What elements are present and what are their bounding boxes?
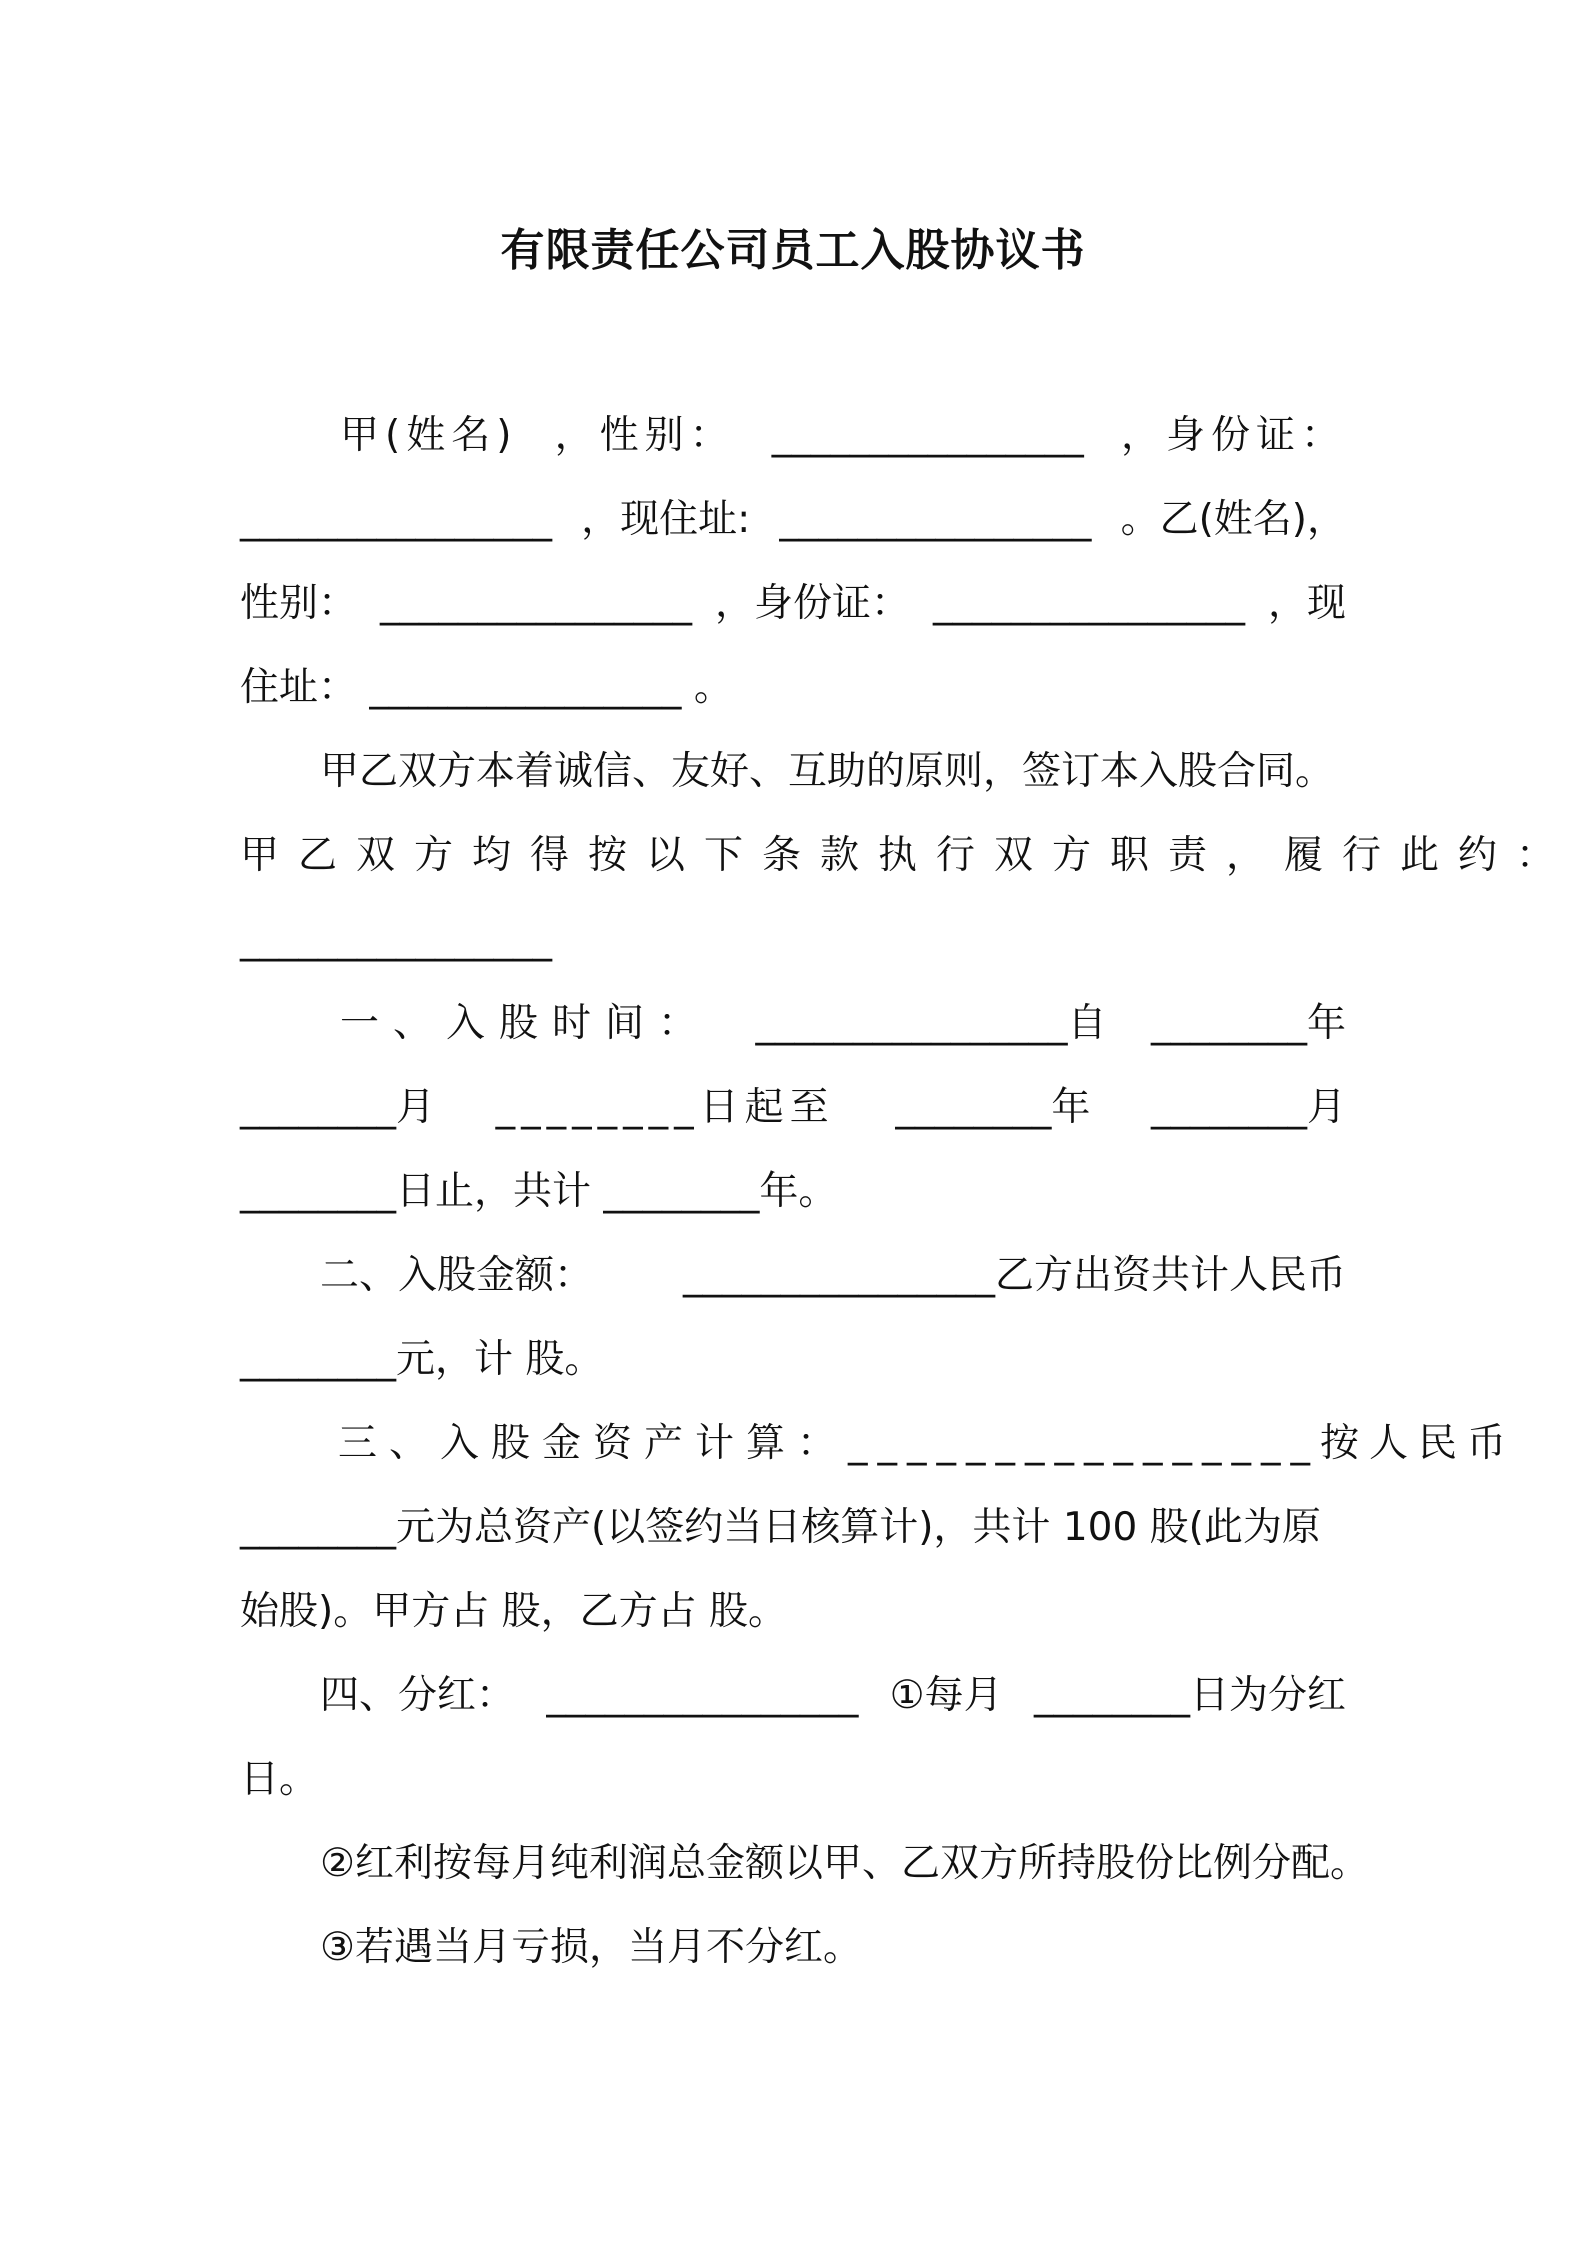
clause-4-line <box>240 1668 1346 1724</box>
clause-3-ratio-text: 始股)。甲方占 股，乙方占 股。 <box>240 1589 788 1634</box>
clause-2-shares-line <box>240 1332 1346 1388</box>
clause-1-year-blank: ________年 <box>1150 1001 1346 1046</box>
clause-2-line <box>240 1248 1346 1304</box>
dividend-rule-2-line <box>240 1836 1426 1892</box>
obligation-blank-line <box>240 912 1346 968</box>
dividend-rule-3-text: ③若遇当月亏损，当月不分红。 <box>320 1925 862 1970</box>
clause-1-duration-line <box>240 1164 1346 1220</box>
obligation-line <box>240 828 1575 884</box>
party-b-id-blank: ________________ <box>932 581 1245 626</box>
clause-1-dates-line <box>240 1080 1346 1136</box>
party-b-address-label-start: ，现 <box>1267 581 1346 626</box>
party-a-id-blank: ________________ <box>240 497 552 542</box>
clause-4-heading: 四、分红： <box>320 1673 516 1718</box>
clause-3-assets-text: ________元为总资产(以签约当日核算计)，共计 100 股(此为原 <box>240 1505 1321 1550</box>
principle-text: 甲乙双方本着诚信、友好、互助的原则，签订本入股合同。 <box>320 749 1335 794</box>
party-b-gender-label: 性别： <box>240 581 358 626</box>
clause-1-line <box>240 996 1346 1052</box>
clause-3-line <box>240 1416 1517 1472</box>
document-title: 有限责任公司员工入股协议书 <box>500 225 1086 276</box>
clause-4-monthly-label: ①每月 <box>889 1673 1003 1718</box>
principle-line <box>240 744 1346 800</box>
clause-1-duration-text: ________日止，共计 ________年。 <box>240 1169 838 1214</box>
party-b-address-blank: ________________ <box>369 665 682 710</box>
party-b-name-label: 。乙(姓名)， <box>1120 497 1346 542</box>
clause-1-heading: 一、入股时间： <box>340 1001 712 1046</box>
obligation-text: 甲乙双方均得按以下条款执行双方职责，履行此约： <box>240 833 1575 878</box>
clause-1-end-year-blank: ________年 <box>895 1085 1091 1130</box>
party-b-address-label-end: 住址： <box>240 665 358 710</box>
clause-2-shares-text: ________元，计 股。 <box>240 1337 604 1382</box>
clause-3-assets-line <box>240 1500 1346 1556</box>
party-a-id-label: ，身份证： <box>1120 413 1346 458</box>
party-b-line <box>240 576 1346 632</box>
dividend-rule-3-line <box>240 1920 1346 1976</box>
clause-1-day-blank: ________日起至 <box>495 1085 835 1130</box>
party-a-address-blank: ________________ <box>779 497 1092 542</box>
party-a-gender-blank: ________________ <box>771 413 1084 458</box>
party-b-gender-blank: ________________ <box>380 581 692 626</box>
party-a-address-line <box>240 492 1346 548</box>
clause-4-blank: ________________ <box>546 1673 859 1718</box>
clause-4-day-end-line <box>240 1752 1346 1808</box>
clause-2-heading: 二、入股金额： <box>320 1253 594 1298</box>
clause-4-day-end: 日。 <box>240 1757 319 1802</box>
clause-4-day-text: ________日为分红 <box>1033 1673 1346 1718</box>
clause-3-rmb-text: ________________按人民币 <box>848 1421 1517 1466</box>
clause-1-month-blank: ________月 <box>240 1085 436 1130</box>
party-b-address-line <box>240 660 1346 716</box>
clause-3-ratio-line <box>240 1584 1346 1640</box>
dividend-rule-2-text: ②红利按每月纯利润总金额以甲、乙双方所持股份比例分配。 <box>320 1841 1369 1886</box>
obligation-blank: ________________ <box>240 917 552 962</box>
party-a-gender-label: ，性别： <box>554 413 735 458</box>
party-a-address-label: ，现住址: <box>581 497 751 542</box>
clause-1-end-month-blank: ________月 <box>1150 1085 1346 1130</box>
party-b-address-end: 。 <box>693 665 733 710</box>
party-a-line <box>240 408 1346 464</box>
clause-1-start-blank: ________________自 <box>755 1001 1107 1046</box>
clause-2-amount-text: ________________乙方出资共计人民币 <box>682 1253 1346 1298</box>
clause-3-heading: 三、入股金资产计算： <box>338 1421 849 1466</box>
party-b-id-label: ，身份证： <box>714 581 910 626</box>
party-a-name-label: 甲(姓名) <box>340 413 518 458</box>
